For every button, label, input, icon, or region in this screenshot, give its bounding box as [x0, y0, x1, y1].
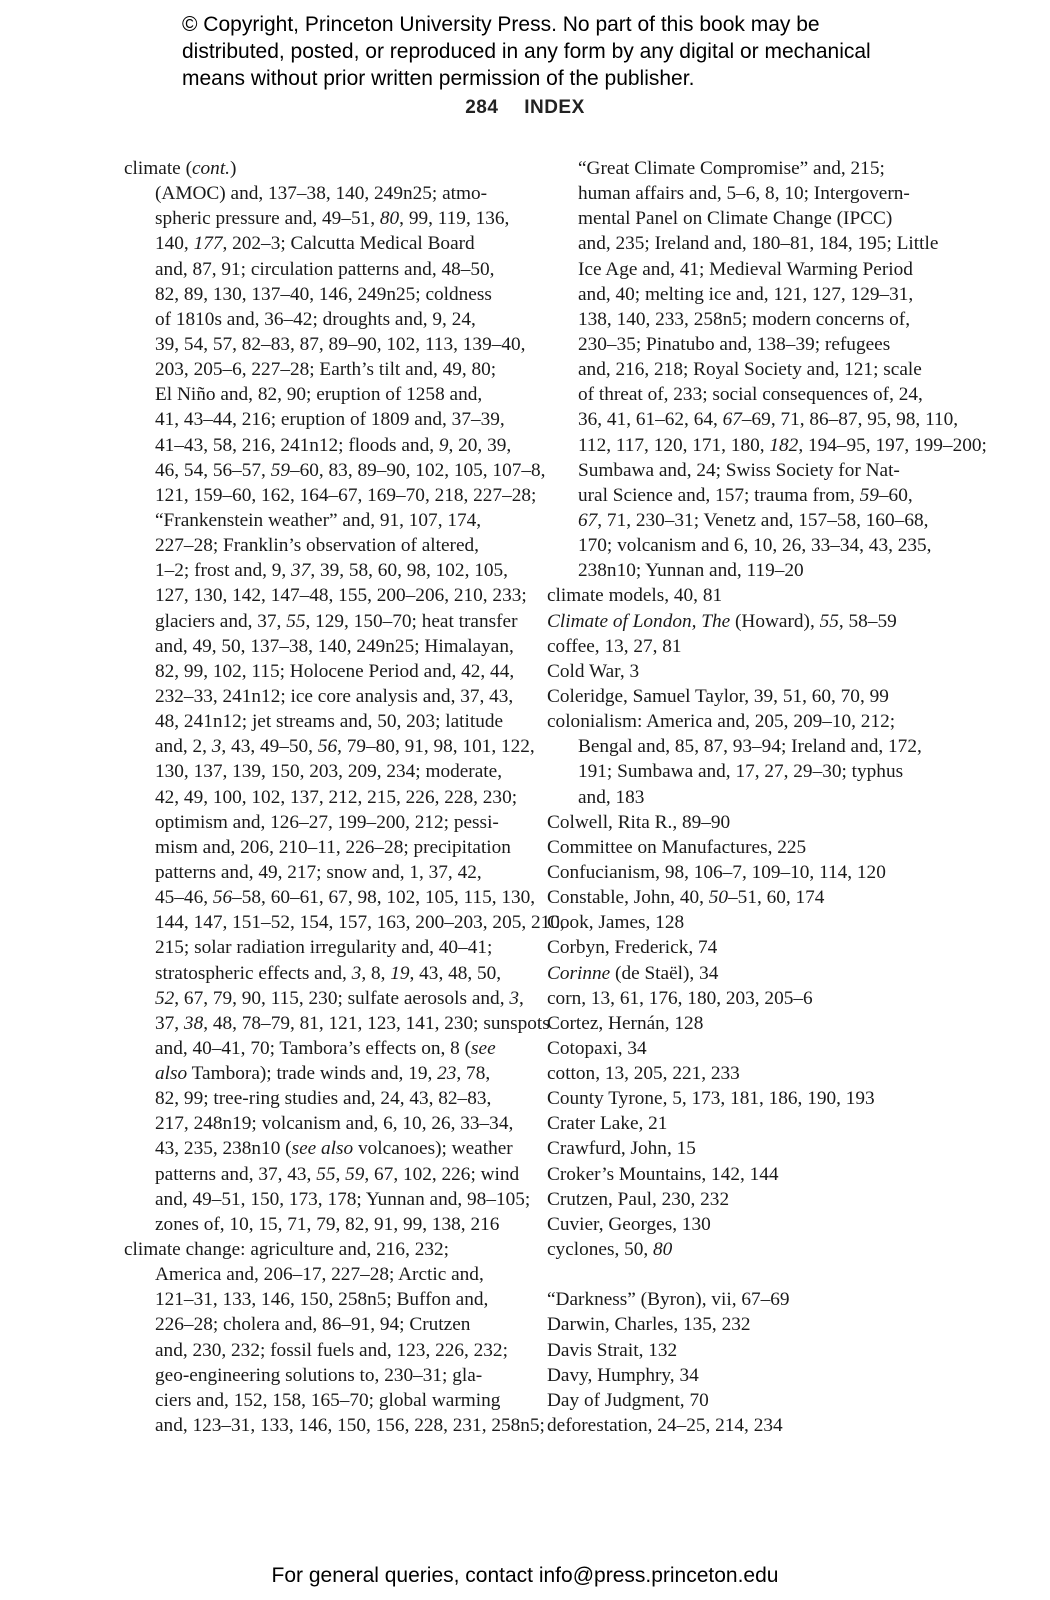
index-subentry-line: optimism and, 126–27, 199–200, 212; pessi- [155, 811, 499, 833]
index-subentry-line: 39, 54, 57, 82–83, 87, 89–90, 102, 113, 139–40, [155, 333, 526, 355]
index-subentry-line: 170; volcanism and 6, 10, 26, 33–34, 43, 235, [578, 535, 932, 557]
copyright-line: distributed, posted, or reproduced in any form by any digital or mechanical [182, 40, 871, 63]
index-subentry-line: also Tambora); trade winds and, 19, 23, 78, [155, 1063, 491, 1085]
index-entry-line: Committee on Manufactures, 225 [547, 836, 807, 858]
index-subentry-line: 82, 99, 102, 115; Holocene Period and, 42, 44, [155, 660, 515, 682]
index-subentry-line: and, 123–31, 133, 146, 150, 156, 228, 231, 258n5; [155, 1415, 545, 1437]
index-entry-line: County Tyrone, 5, 173, 181, 186, 190, 193 [547, 1088, 875, 1110]
index-subentry-line: and, 230, 232; fossil fuels and, 123, 226, 232; [155, 1339, 508, 1361]
index-entry-line: Coleridge, Samuel Taylor, 39, 51, 60, 70, 99 [547, 685, 889, 707]
index-subentry-line: 138, 140, 233, 258n5; modern concerns of, [578, 308, 911, 330]
index-subentry-line: 52, 67, 79, 90, 115, 230; sulfate aerosols and, 3, [155, 987, 524, 1009]
index-entry-line: deforestation, 24–25, 214, 234 [547, 1415, 783, 1437]
index-subentry-line: zones of, 10, 15, 71, 79, 82, 91, 99, 138, 216 [155, 1213, 500, 1235]
index-subentry-line: 144, 147, 151–52, 154, 157, 163, 200–203, 205, 210, [155, 912, 565, 934]
index-subentry-line: “Frankenstein weather” and, 91, 107, 174, [155, 509, 482, 531]
index-subentry-line: 121–31, 133, 146, 150, 258n5; Buffon and, [155, 1289, 489, 1311]
index-entry-line: climate models, 40, 81 [547, 585, 723, 607]
index-subentry-line: 127, 130, 142, 147–48, 155, 200–206, 210, 233; [155, 585, 527, 607]
index-subentry-line: 217, 248n19; volcanism and, 6, 10, 26, 33–34, [155, 1113, 514, 1135]
index-subentry-line: 42, 49, 100, 102, 137, 212, 215, 226, 228, 230; [155, 786, 518, 808]
index-entry-line: Crawfurd, John, 15 [547, 1138, 696, 1160]
index-subentry-line: 226–28; cholera and, 86–91, 94; Crutzen [155, 1314, 471, 1336]
index-subentry-line: 230–35; Pinatubo and, 138–39; refugees [578, 333, 891, 355]
index-subentry-line: and, 87, 91; circulation patterns and, 48–50, [155, 258, 495, 280]
index-subentry-line: stratospheric effects and, 3, 8, 19, 43, 48, 50, [155, 962, 502, 984]
index-column-left [124, 156, 565, 1438]
index-entry-line: Crater Lake, 21 [547, 1113, 668, 1135]
index-subentry-line: patterns and, 37, 43, 55, 59, 67, 102, 226; wind [155, 1163, 520, 1185]
index-subentry-line: Sumbawa and, 24; Swiss Society for Nat- [578, 459, 900, 481]
index-entry-line: Cook, James, 128 [547, 912, 685, 934]
index-entry-line: Climate of London, The (Howard), 55, 58–59 [547, 610, 897, 632]
index-entry-line: Corinne (de Staël), 34 [547, 962, 719, 984]
index-subentry-line: El Niño and, 82, 90; eruption of 1258 and, [155, 384, 483, 406]
index-subentry-line: human affairs and, 5–6, 8, 10; Intergovern- [578, 183, 910, 205]
page-number: 284 [465, 97, 499, 118]
index-entry-line: corn, 13, 61, 176, 180, 203, 205–6 [547, 987, 813, 1009]
index-subentry-line: Bengal and, 85, 87, 93–94; Ireland and, 172, [578, 736, 922, 758]
index-subentry-line: “Great Climate Compromise” and, 215; [578, 158, 885, 179]
index-subentry-line: of 1810s and, 36–42; droughts and, 9, 24, [155, 308, 476, 330]
index-entry-line: Crutzen, Paul, 230, 232 [547, 1188, 730, 1210]
index-entry-line: Corbyn, Frederick, 74 [547, 937, 718, 959]
index-subentry-line: ural Science and, 157; trauma from, 59–60, [578, 484, 913, 506]
index-subentry-line: 130, 137, 139, 150, 203, 209, 234; moderate, [155, 761, 503, 783]
index-subentry-line: 1–2; frost and, 9, 37, 39, 58, 60, 98, 102, 105, [155, 560, 508, 582]
index-entry-line: cotton, 13, 205, 221, 233 [547, 1063, 740, 1085]
index-subentry-line: mism and, 206, 210–11, 226–28; precipitation [155, 836, 511, 858]
index-entry-line: Cold War, 3 [547, 660, 640, 682]
index-subentry-line: 82, 99; tree-ring studies and, 24, 43, 82–83, [155, 1088, 492, 1110]
index-column-right [547, 156, 987, 1438]
index-subentry-line: glaciers and, 37, 55, 129, 150–70; heat transfer [155, 610, 518, 632]
index-entry-line: Davis Strait, 132 [547, 1339, 678, 1361]
index-subentry-line: mental Panel on Climate Change (IPCC) [578, 208, 893, 230]
index-entry-line: Cortez, Hernán, 128 [547, 1012, 704, 1034]
index-subentry-line: and, 40; melting ice and, 121, 127, 129–31, [578, 283, 914, 305]
index-subentry-line: 232–33, 241n12; ice core analysis and, 37, 43, [155, 685, 514, 707]
index-subentry-line: 227–28; Franklin’s observation of altered, [155, 535, 479, 557]
index-subentry-line: 238n10; Yunnan and, 119–20 [578, 560, 804, 582]
index-subentry-line: and, 49–51, 150, 173, 178; Yunnan and, 98–105; [155, 1188, 531, 1210]
index-subentry-line: 46, 54, 56–57, 59–60, 83, 89–90, 102, 105, 107–8, [155, 459, 546, 481]
copyright-line: means without prior written permission of the publisher. [182, 67, 695, 90]
index-entry-line: Day of Judgment, 70 [547, 1389, 709, 1411]
index-entry-line: climate (cont.) [124, 158, 237, 179]
index-subentry-line: Ice Age and, 41; Medieval Warming Period [578, 258, 913, 280]
index-entry-line: colonialism: America and, 205, 209–10, 212; [547, 711, 896, 733]
index-entry-line: coffee, 13, 27, 81 [547, 635, 682, 657]
index-entry-line: Constable, John, 40, 50–51, 60, 174 [547, 887, 825, 909]
index-subentry-line: spheric pressure and, 49–51, 80, 99, 119, 136, [155, 208, 510, 230]
index-entry-line: cyclones, 50, 80 [547, 1239, 673, 1261]
index-subentry-line: 48, 241n12; jet streams and, 50, 203; latitude [155, 711, 504, 733]
index-subentry-line: geo-engineering solutions to, 230–31; gla- [155, 1364, 483, 1386]
index-subentry-line: and, 40–41, 70; Tambora’s effects on, 8 (see [155, 1037, 496, 1059]
index-entry-line: Confucianism, 98, 106–7, 109–10, 114, 120 [547, 861, 886, 883]
index-subentry-line: 191; Sumbawa and, 17, 27, 29–30; typhus [578, 761, 904, 783]
section-title: INDEX [524, 97, 585, 118]
footer-contact: For general queries, contact info@press.princeton.edu [271, 1564, 779, 1587]
spacer [547, 1262, 947, 1287]
index-entry-line: “Darkness” (Byron), vii, 67–69 [547, 1289, 790, 1311]
index-subentry-line: 67, 71, 230–31; Venetz and, 157–58, 160–68, [578, 509, 929, 531]
index-subentry-line: 37, 38, 48, 78–79, 81, 121, 123, 141, 230; sunspots [155, 1012, 550, 1034]
index-subentry-line: and, 235; Ireland and, 180–81, 184, 195; Little [578, 233, 939, 255]
index-subentry-line: 41, 43–44, 216; eruption of 1809 and, 37–39, [155, 409, 505, 431]
running-head [0, 97, 1050, 119]
index-entry-line: Cuvier, Georges, 130 [547, 1213, 711, 1235]
index-subentry-line: 112, 117, 120, 171, 180, 182, 194–95, 197, 199–200; [578, 434, 987, 456]
index-entry-line: Davy, Humphry, 34 [547, 1364, 699, 1386]
index-subentry-line: and, 49, 50, 137–38, 140, 249n25; Himalayan, [155, 635, 514, 657]
index-subentry-line: America and, 206–17, 227–28; Arctic and, [155, 1264, 484, 1286]
index-entry-line: Cotopaxi, 34 [547, 1037, 647, 1059]
index-subentry-line: 82, 89, 130, 137–40, 146, 249n25; coldness [155, 283, 492, 305]
index-subentry-line: of threat of, 233; social consequences of, 24, [578, 384, 923, 406]
index-subentry-line: and, 183 [578, 786, 645, 808]
index-subentry-line: 41–43, 58, 216, 241n12; floods and, 9, 20, 39, [155, 434, 512, 456]
index-entry-line: climate change: agriculture and, 216, 232; [124, 1239, 449, 1261]
index-subentry-line: patterns and, 49, 217; snow and, 1, 37, 42, [155, 861, 482, 883]
index-subentry-line: ciers and, 152, 158, 165–70; global warming [155, 1389, 501, 1411]
index-subentry-line: 45–46, 56–58, 60–61, 67, 98, 102, 105, 115, 130, [155, 887, 536, 909]
index-subentry-line: 203, 205–6, 227–28; Earth’s tilt and, 49, 80; [155, 359, 497, 381]
index-subentry-line: and, 2, 3, 43, 49–50, 56, 79–80, 91, 98, 101, 122, [155, 736, 535, 758]
index-entry-line: Darwin, Charles, 135, 232 [547, 1314, 751, 1336]
index-subentry-line: 43, 235, 238n10 (see also volcanoes); weather [155, 1138, 513, 1160]
index-subentry-line: and, 216, 218; Royal Society and, 121; scale [578, 359, 922, 381]
index-entry-line: Croker’s Mountains, 142, 144 [547, 1163, 779, 1185]
index-subentry-line: (AMOC) and, 137–38, 140, 249n25; atmo- [155, 183, 488, 205]
index-subentry-line: 140, 177, 202–3; Calcutta Medical Board [155, 233, 475, 255]
copyright-notice [182, 11, 942, 92]
index-subentry-line: 215; solar radiation irregularity and, 40–41; [155, 937, 493, 959]
copyright-line: © Copyright, Princeton University Press. No part of this book may be [182, 13, 820, 36]
index-subentry-line: 121, 159–60, 162, 164–67, 169–70, 218, 227–28; [155, 484, 537, 506]
index-subentry-line: 36, 41, 61–62, 64, 67–69, 71, 86–87, 95, 98, 110, [578, 409, 959, 431]
index-entry-line: Colwell, Rita R., 89–90 [547, 811, 731, 833]
